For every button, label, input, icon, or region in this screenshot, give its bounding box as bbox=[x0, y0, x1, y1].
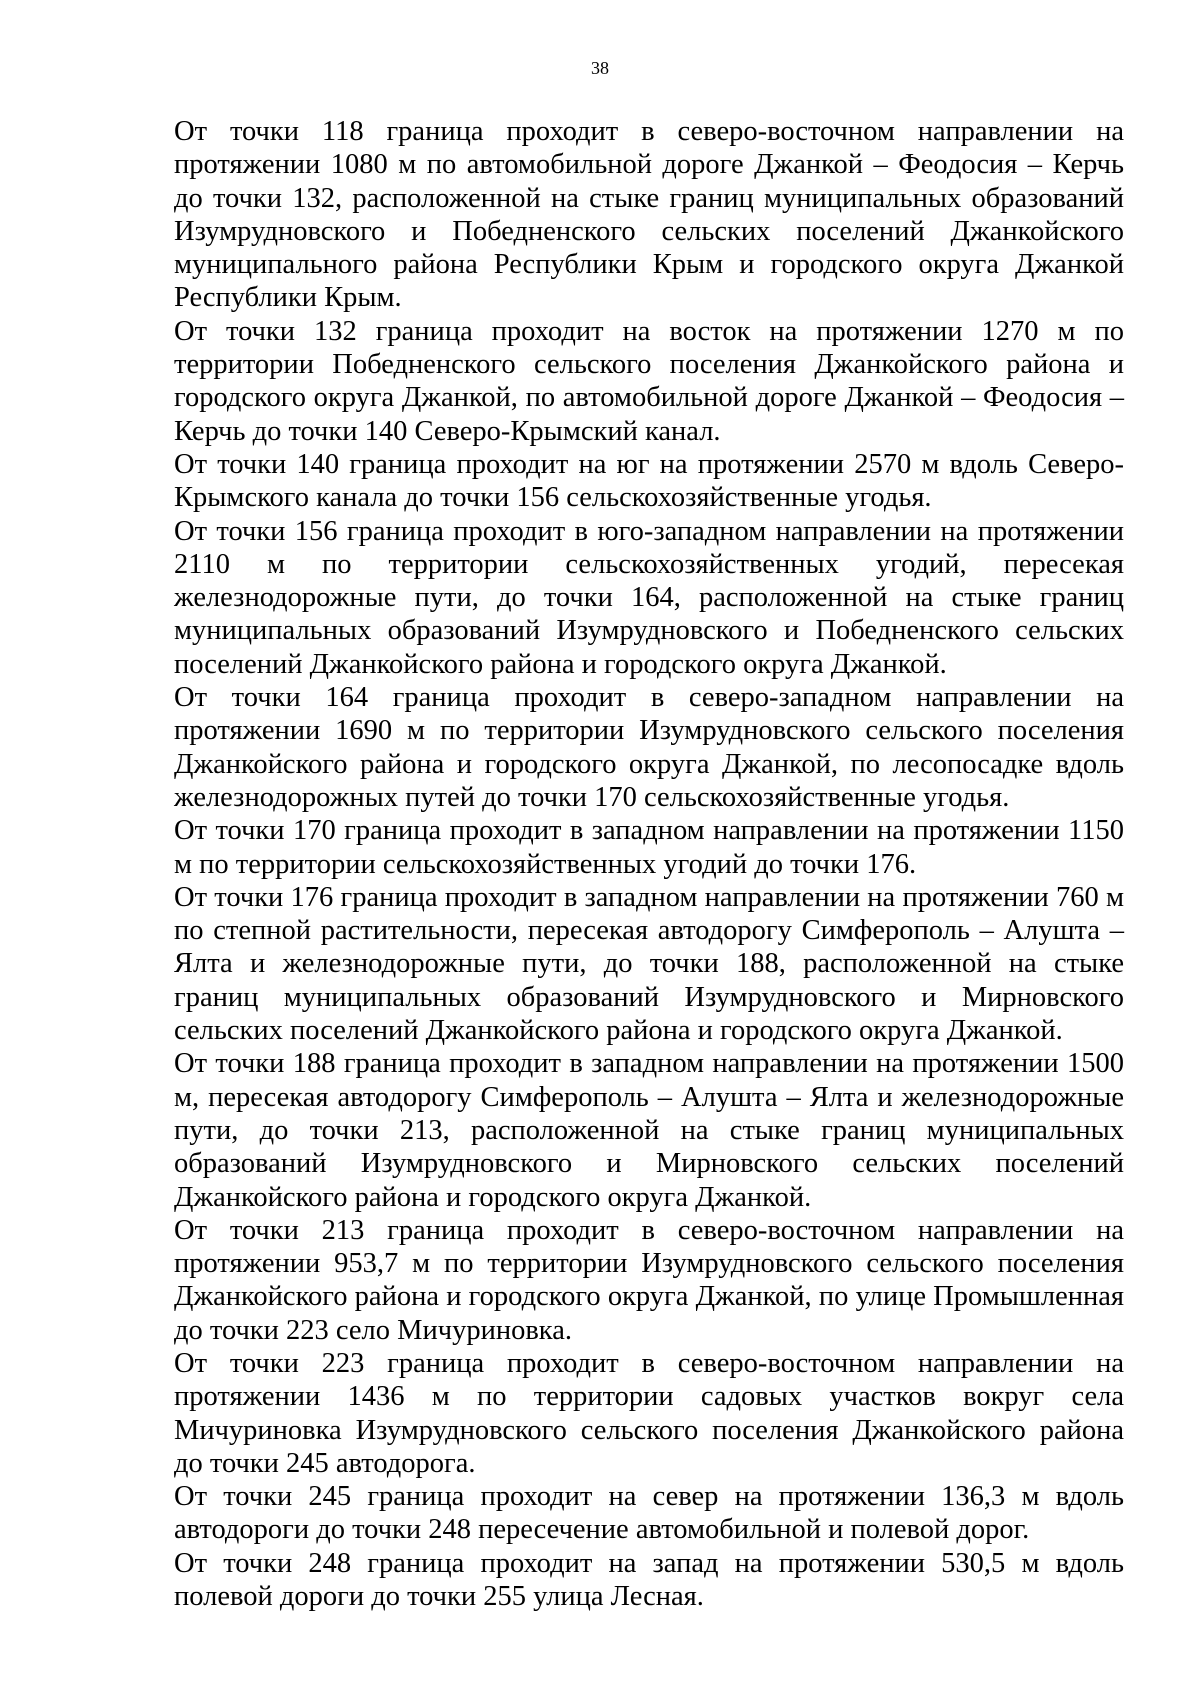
paragraph-3: От точки 140 граница проходит на юг на протяжении 2570 м вдоль Северо-Крымского канала до точки 156 сельскохозяйственные угодья. bbox=[174, 448, 1124, 514]
paragraph-9: От точки 213 граница проходит в северо-восточном направлении на протяжении 953,7 м по территории Изумрудновского сельского поселения Джанкойского района и городского округа Джанкой, по улице Промышленная до точки 223 село Мичуриновка. bbox=[174, 1214, 1124, 1346]
paragraph-12: От точки 248 граница проходит на запад на протяжении 530,5 м вдоль полевой дороги до точки 255 улица Лесная. bbox=[174, 1547, 1124, 1613]
paragraph-6: От точки 170 граница проходит в западном направлении на протяжении 1150 м по территории сельскохозяйственных угодий до точки 176. bbox=[174, 815, 1124, 880]
page-number: 38 bbox=[591, 58, 609, 78]
paragraph-8: От точки 188 граница проходит в западном направлении на протяжении 1500 м, пересекая автодорогу Симферополь – Алушта – Ялта и железнодорожные пути, до точки 213, расположенной на стыке границ муниципальных образований Изумрудновского и Мирновского сельских поселений Джанкойского района и городского округа Джанкой. bbox=[174, 1048, 1124, 1213]
paragraph-2: От точки 132 граница проходит на восток на протяжении 1270 м по территории Победненского сельского поселения Джанкойского района и городского округа Джанкой, по автомобильной дороге Джанкой – Феодосия – Керчь до точки 140 Северо-Крымский канал. bbox=[174, 315, 1124, 447]
paragraph-5: От точки 164 граница проходит в северо-западном направлении на протяжении 1690 м по территории Изумрудновского сельского поселения Джанкойского района и городского округа Джанкой, по лесопосадке вдоль железнодорожных путей до точки 170 сельскохозяйственные угодья. bbox=[174, 682, 1124, 813]
document-body bbox=[174, 115, 1124, 1613]
paragraph-11: От точки 245 граница проходит на север на протяжении 136,3 м вдоль автодороги до точки 248 пересечение автомобильной и полевой дорог. bbox=[174, 1481, 1124, 1546]
paragraph-1: От точки 118 граница проходит в северо-восточном направлении на протяжении 1080 м по автомобильной дороге Джанкой – Феодосия – Керчь до точки 132, расположенной на стыке границ муниципальных образований Изумрудновского и Победненского сельских поселений Джанкойского муниципального района Республики Крым и городского округа Джанкой Республики Крым. bbox=[174, 116, 1124, 314]
paragraph-7: От точки 176 граница проходит в западном направлении на протяжении 760 м по степной растительности, пересекая автодорогу Симферополь – Алушта – Ялта и железнодорожные пути, до точки 188, расположенной на стыке границ муниципальных образований Изумрудновского и Мирновского сельских поселений Джанкойского района и городского округа Джанкой. bbox=[174, 881, 1124, 1047]
paragraph-10: От точки 223 граница проходит в северо-восточном направлении на протяжении 1436 м по территории садовых участков вокруг села Мичуриновка Изумрудновского сельского поселения Джанкойского района до точки 245 автодорога. bbox=[174, 1347, 1124, 1479]
paragraph-4: От точки 156 граница проходит в юго-западном направлении на протяжении 2110 м по территории сельскохозяйственных угодий, пересекая железнодорожные пути, до точки 164, расположенной на стыке границ муниципальных образований Изумрудновского и Победненского сельских поселений Джанкойского района и городского округа Джанкой. bbox=[174, 515, 1124, 680]
